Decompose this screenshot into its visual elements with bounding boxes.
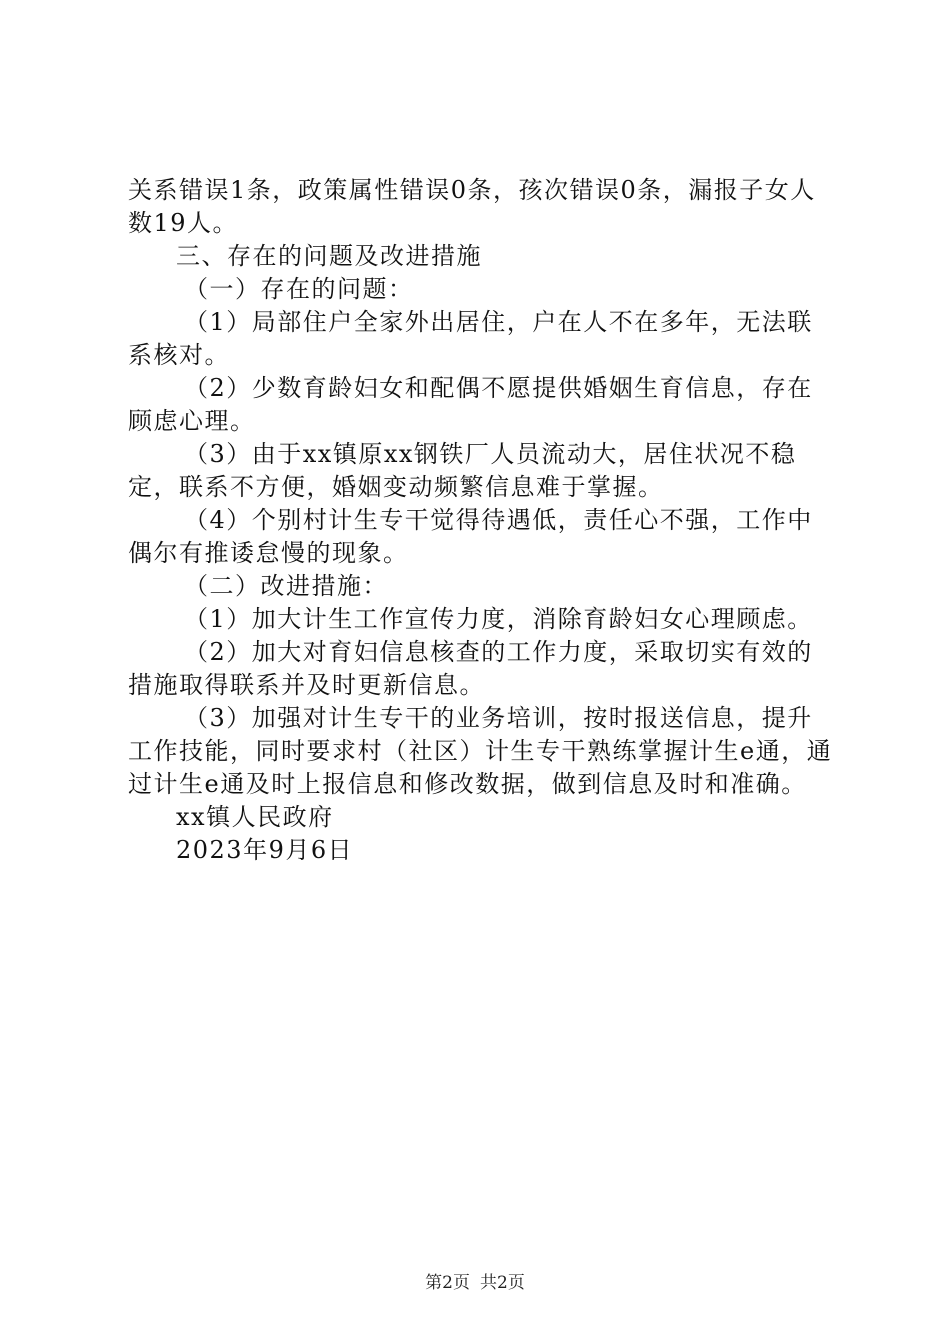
signature-organization: xx镇人民政府	[176, 803, 334, 831]
page-total: 共2页	[480, 1273, 525, 1293]
signature-date: 2023年9月6日	[176, 836, 354, 864]
problem-item-1: （1）局部住户全家外出居住，户在人不在多年，无法联系核对。	[128, 308, 813, 369]
measure-item-2: （2）加大对育妇信息核查的工作力度，采取切实有效的措施取得联系并及时更新信息。	[128, 638, 813, 699]
document-body	[128, 174, 836, 867]
problem-item-3: （3）由于xx镇原xx钢铁厂人员流动大，居住状况不稳定，联系不方便，婚姻变动频繁信息难于掌握。	[128, 440, 797, 501]
subheading-existing-problems: （一）存在的问题：	[184, 275, 414, 303]
problem-item-2: （2）少数育龄妇女和配偶不愿提供婚姻生育信息，存在顾虑心理。	[128, 374, 813, 435]
page-number: 第2页	[425, 1273, 470, 1293]
page-footer	[0, 1272, 950, 1294]
section-heading-problems-and-measures: 三、存在的问题及改进措施	[176, 242, 482, 270]
problem-item-4: （4）个别村计生专干觉得待遇低，责任心不强，工作中偶尔有推诿怠慢的现象。	[128, 506, 813, 567]
subheading-improvement-measures: （二）改进措施：	[184, 572, 388, 600]
measure-item-3: （3）加强对计生专干的业务培训，按时报送信息，提升工作技能，同时要求村（社区）计生专干熟练掌握计生e通，通过计生e通及时上报信息和修改数据，做到信息及时和准确。	[128, 704, 833, 798]
measure-item-1: （1）加大计生工作宣传力度，消除育龄妇女心理顾虑。	[184, 605, 813, 633]
paragraph-continued-error-stats: 关系错误1条，政策属性错误0条，孩次错误0条，漏报子女人数19人。	[128, 176, 816, 237]
